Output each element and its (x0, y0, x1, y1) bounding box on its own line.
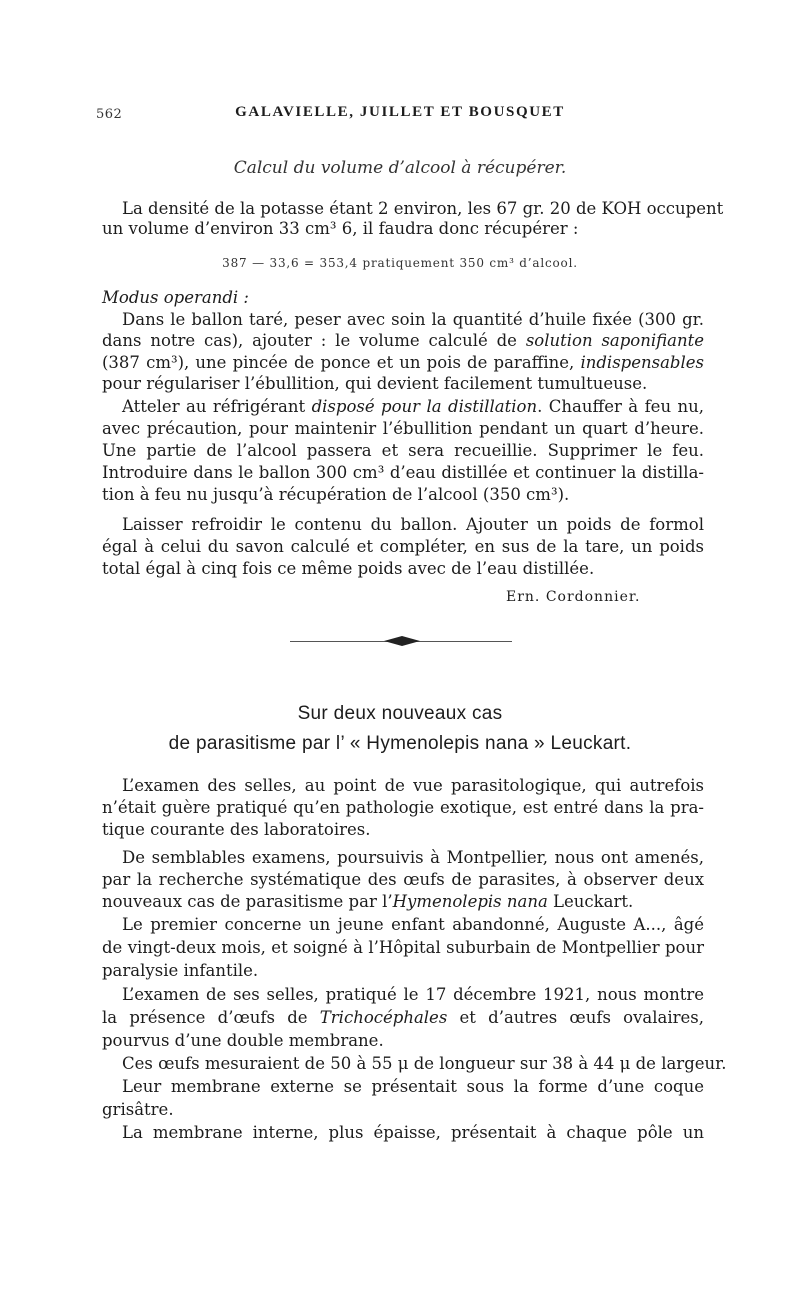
p1-line-3: (387 cm³), une pincée de ponce et un pois de paraffine, indispensables (102, 353, 704, 372)
article-title-line-2: de parasitisme par l’ « Hymenolepis nana » Leuckart. (168, 733, 632, 754)
a-p2-line-3: nouveaux cas de parasitisme par l’Hymenolepis nana Leuckart. (102, 892, 634, 911)
p2-line-4: Introduire dans le ballon 300 cm³ d’eau distillée et continuer la distilla- (102, 463, 704, 482)
p1-line-2: dans notre cas), ajouter : le volume calculé de solution saponifiante (102, 331, 705, 350)
running-head: GALAVIELLE, JUILLET ET BOUSQUET (235, 104, 565, 120)
ornament-icon (382, 634, 422, 648)
a-p6-line-2: grisâtre. (102, 1100, 174, 1119)
a-p3-line-1: Le premier concerne un jeune enfant abandonné, Auguste A..., âgé (122, 915, 704, 934)
p1-line-1: Dans le ballon taré, peser avec soin la quantité d’huile fixée (300 gr. (122, 310, 704, 329)
a-p5-line-1: Ces œufs mesuraient de 50 à 55 μ de longueur sur 38 à 44 μ de largeur. (122, 1054, 727, 1073)
signature: Ern. Cordonnier. (506, 589, 641, 605)
a-p3-line-3: paralysie infantile. (102, 961, 259, 980)
p2-line-2: avec précaution, pour maintenir l’ébullition pendant un quart d’heure. (102, 419, 704, 438)
p3-line-2: égal à celui du savon calculé et compléter, en sus de la tare, un poids (102, 537, 704, 556)
a-p2-line-2: par la recherche systématique des œufs de parasites, à observer deux (102, 870, 704, 889)
a-p7-line-1: La membrane interne, plus épaisse, présentait à chaque pôle un (122, 1123, 704, 1142)
p2-line-3: Une partie de l’alcool passera et sera recueillie. Supprimer le feu. (102, 441, 704, 460)
formula: 387 — 33,6 = 353,4 pratiquement 350 cm³ d’alcool. (222, 256, 578, 270)
a-p4-line-3: pourvus d’une double membrane. (102, 1031, 384, 1050)
a-p2-line-1: De semblables examens, poursuivis à Montpellier, nous ont amenés, (122, 848, 704, 867)
article-title-line-1: Sur deux nouveaux cas (297, 703, 503, 724)
p2-line-1: Atteler au réfrigérant disposé pour la distillation. Chauffer à feu nu, (122, 397, 705, 416)
page-number: 562 (96, 107, 123, 122)
a-p4-line-2: la présence d’œufs de Trichocéphales et d’autres œufs ovalaires, (102, 1008, 705, 1027)
p3-line-1: Laisser refroidir le contenu du ballon. Ajouter un poids de formol (122, 515, 704, 534)
a-p1-line-2: n’était guère pratiqué qu’en pathologie exotique, est entré dans la pra- (102, 798, 704, 817)
a-p1-line-1: L’examen des selles, au point de vue parasitologique, qui autrefois (122, 776, 704, 795)
p2-line-5: tion à feu nu jusqu’à récupération de l’alcool (350 cm³). (102, 485, 570, 504)
intro-line-2: un volume d’environ 33 cm³ 6, il faudra donc récupérer : (102, 219, 579, 238)
a-p4-line-1: L’examen de ses selles, pratiqué le 17 décembre 1921, nous montre (122, 985, 704, 1004)
a-p3-line-2: de vingt-deux mois, et soigné à l’Hôpital suburbain de Montpellier pour (102, 938, 704, 957)
modus-operandi-label: Modus operandi : (102, 288, 249, 307)
section-title: Calcul du volume d’alcool à récupérer. (233, 158, 567, 178)
p3-line-3: total égal à cinq fois ce même poids avec de l’eau distillée. (102, 559, 595, 578)
a-p1-line-3: tique courante des laboratoires. (102, 820, 371, 839)
intro-line-1: La densité de la potasse étant 2 environ, les 67 gr. 20 de KOH occupent (122, 199, 724, 218)
a-p6-line-1: Leur membrane externe se présentait sous la forme d’une coque (122, 1077, 704, 1096)
p1-line-4: pour régulariser l’ébullition, qui devient facilement tumultueuse. (102, 374, 648, 393)
